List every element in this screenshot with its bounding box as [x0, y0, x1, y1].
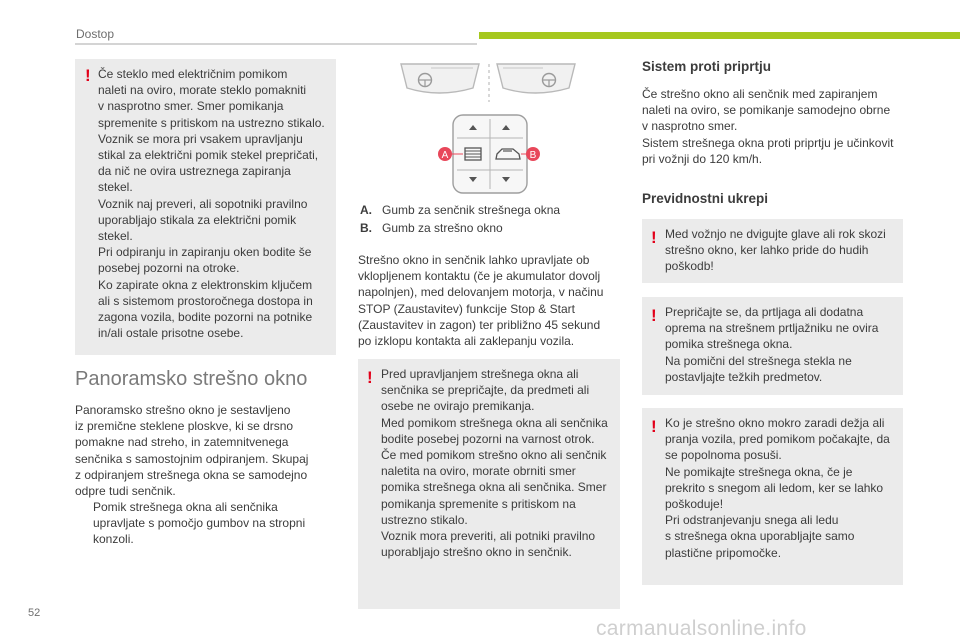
callout-b-label: B: [529, 150, 537, 161]
legend-key: A.: [360, 203, 372, 217]
warning-icon: !: [651, 306, 657, 325]
warning-text: Prepričajte se, da prtljaga ali dodatna oprema na strešnem prtljažniku ne ovira pomika strešnega okna. Na pomični del strešnega stekla ne postavljajte težkih predmetov.: [665, 305, 879, 384]
legend-item-a: [360, 203, 560, 217]
warning-text: Ko je strešno okno mokro zaradi dežja ali pranja vozila, pred pomikom počakajte, da se popolnoma posuši. Ne pomikajte strešnega okna, če je prekrito s snegom ali ledom, ker se lahko poškoduje! Pri odstranjevanju snega ali ledu s strešnega okna uporabljajte samo plastične pripomočke.: [665, 416, 890, 560]
section-title-anti-pinch: Sistem proti priprtju: [642, 59, 772, 74]
intro-paragraph: Panoramsko strešno okno je sestavljeno iz premične steklene ploskve, ki se drsno pomakne nad streho, in zatemnitvenega senčnika s samostojnim odpiranjem. Skupaj z odpiranjem strešnega okna se samodejno odpre tudi senčnik.: [75, 403, 309, 499]
anti-pinch-paragraph: Če strešno okno ali senčnik med zapiranjem naleti na oviro, se pomikanje samodejno obrne v nasprotno smer. Sistem strešnega okna proti priprtju je učinkovit pri vožnji do 120 km/h.: [642, 87, 894, 166]
warning-text: Med vožnjo ne dvigujte glave ali rok skozi strešno okno, ker lahko pride do hudih poškodb!: [665, 227, 886, 274]
section-title-precautions: Previdnostni ukrepi: [642, 191, 769, 206]
header-rule: [75, 43, 477, 45]
warning-icon: !: [367, 368, 373, 387]
warning-box-head-hands: [642, 219, 903, 283]
warning-box-roof-operation: [358, 359, 620, 609]
callout-a-label: A: [441, 150, 449, 161]
warning-box-luggage: [642, 297, 903, 395]
warning-icon: !: [85, 66, 91, 85]
section-title-panoramic-roof: Panoramsko strešno okno: [75, 368, 308, 390]
header-accent-bar: [479, 32, 960, 39]
roof-overview-icon: [497, 64, 575, 93]
bullet-item: [75, 499, 337, 548]
warning-text: Če steklo med električnim pomikom naleti na oviro, morate steklo pomakniti v nasprotno smer. Smer pomikanja spremenite s pritiskom na ustrezno stikalo. Voznik se mora pri vsakem upravljanju stikal za električni pomik stekel prepričati, da nič ne ovira ustreznega zapiranja stekel. Voznik naj preveri, ali sopotniki pravilno uporabljajo stikala za električni pomik stekel. Pri odpiranju in zapiranju oken bodite še posebej pozorni na otroke. Ko zapirate okna z elektronskim ključem ali s sistemom prostoročnega dostopa in zagona vozila, bodite pozorni na potnike in/ali ostale prisotne osebe.: [98, 67, 325, 341]
roof-controls-figure: [393, 58, 593, 198]
warning-icon: !: [651, 228, 657, 247]
page-number: 52: [28, 607, 41, 619]
legend-text: Gumb za strešno okno: [382, 221, 503, 235]
warning-text: Pred upravljanjem strešnega okna ali senčnika se prepričajte, da predmeti ali osebe ne ovirajo premikanja. Med pomikom strešnega okna ali senčnika bodite posebej pozorni na varnost otrok. Če med pomikom strešno okno ali senčnik naletita na oviro, morate obrniti smer pomika strešnega okna ali senčnika. Smer pomikanja spremenite s pritiskom na ustrezno stikalo. Voznik mora preveriti, ali potniki pravilno uporabljajo strešno okno in senčnik.: [381, 367, 608, 560]
section-header: Dostop: [76, 27, 115, 41]
warning-box-wet-snow: [642, 408, 903, 585]
operation-paragraph: Strešno okno in senčnik lahko upravljate ob vklopljenem kontaktu (če je akumulator dovolj napolnjen), med delovanjem motorja, v načinu STOP (Zaustavitev) funkcije Stop & Start (Zaustavitev in zagon) ter približno 45 sekund po izklopu kontakta ali zaklepanju vozila.: [358, 253, 604, 349]
legend-text: Gumb za senčnik strešnega okna: [382, 203, 561, 217]
watermark: carmanualsonline.info: [596, 617, 807, 640]
legend-item-b: [360, 221, 503, 235]
bullet-text: Pomik strešnega okna ali senčnika upravljate s pomočjo gumbov na stropni konzoli.: [93, 500, 306, 547]
warning-icon: !: [651, 417, 657, 436]
shade-overview-icon: [401, 64, 479, 93]
warning-box-windows: [75, 59, 336, 355]
legend-key: B.: [360, 221, 372, 235]
